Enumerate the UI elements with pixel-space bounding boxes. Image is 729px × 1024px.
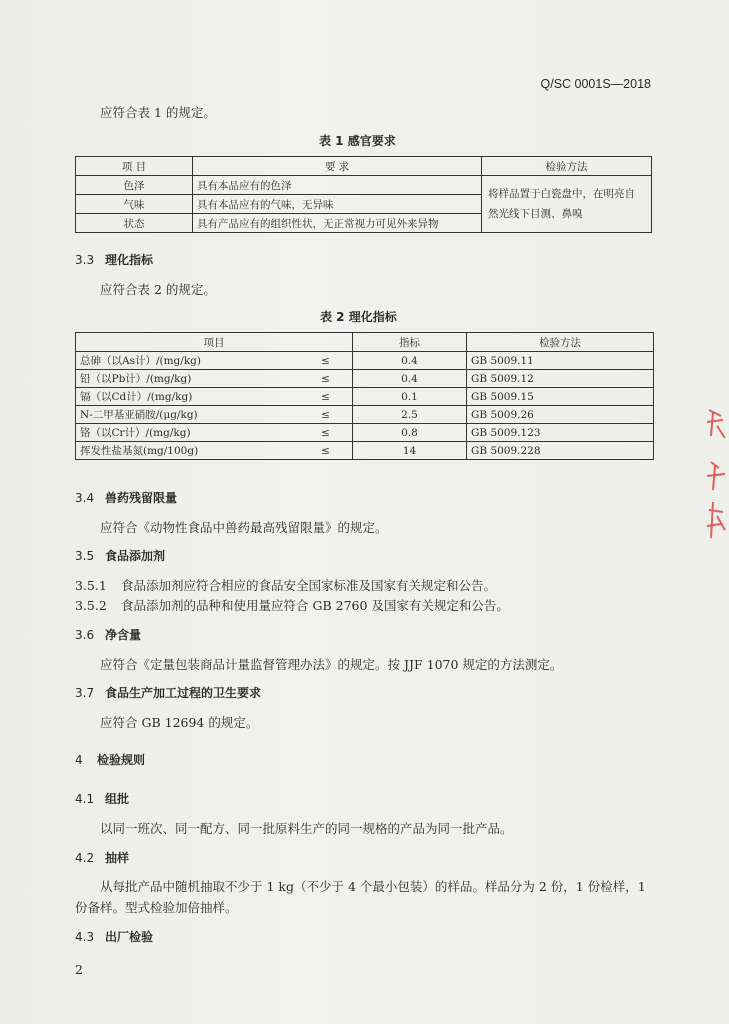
section-title: 食品生产加工过程的卫生要求 <box>105 686 262 700</box>
section-number: 3.5 <box>75 549 95 563</box>
row-method: GB 5009.15 <box>467 388 654 406</box>
row-item: 铬（以Cr计）/(mg/kg) <box>76 424 300 442</box>
row-item: 状态 <box>76 214 193 233</box>
row-requirement: 具有产品应有的组织性状，无正常视力可见外来异物 <box>193 214 482 233</box>
table2-caption: 表 2 理化指标 <box>320 310 397 324</box>
table-row <box>76 388 654 406</box>
section-title: 净含量 <box>105 628 142 642</box>
row-le-sign: ≤ <box>299 442 353 460</box>
physchem-table <box>75 332 654 460</box>
table-row <box>76 370 654 388</box>
header-method: 检验方法 <box>467 333 654 352</box>
section-3-6-text: 应符合《定量包装商品计量监督管理办法》的规定。按 JJF 1070 规定的方法测定。 <box>100 657 563 672</box>
table-row <box>76 442 654 460</box>
row-method: GB 5009.26 <box>467 406 654 424</box>
header-item: 项目 <box>76 333 353 352</box>
row-item: N-二甲基亚硝胺/(μg/kg) <box>76 406 300 424</box>
section-number: 4.1 <box>75 792 95 806</box>
row-value: 0.4 <box>353 352 467 370</box>
table-header-row <box>76 333 654 352</box>
row-requirement: 具有本品应有的色泽 <box>193 176 482 195</box>
sensory-table <box>75 156 652 233</box>
table-row <box>76 424 654 442</box>
row-value: 14 <box>353 442 467 460</box>
section-4-1-heading <box>75 790 129 807</box>
row-value: 2.5 <box>353 406 467 424</box>
row-item: 铅（以Pb计）/(mg/kg) <box>76 370 300 388</box>
row-le-sign: ≤ <box>299 424 353 442</box>
section-title: 理化指标 <box>105 253 154 267</box>
row-le-sign: ≤ <box>299 406 353 424</box>
section-4-1-text: 以同一班次、同一配方、同一批原料生产的同一规格的产品为同一批产品。 <box>100 821 513 836</box>
document-code: Q/SC 0001S—2018 <box>540 77 651 91</box>
row-method: GB 5009.228 <box>467 442 654 460</box>
header-value: 指标 <box>353 333 467 352</box>
section-number: 4.3 <box>75 930 95 944</box>
section-number: 4.2 <box>75 851 95 865</box>
section-number: 3.7 <box>75 686 95 700</box>
section-number: 4 <box>75 753 83 767</box>
section-title: 检验规则 <box>97 753 146 767</box>
row-le-sign: ≤ <box>299 370 353 388</box>
table-row <box>76 176 652 195</box>
table1-caption: 表 1 感官要求 <box>319 134 396 148</box>
row-value: 0.4 <box>353 370 467 388</box>
header-requirement: 要 求 <box>193 157 482 176</box>
row-value: 0.1 <box>353 388 467 406</box>
table-header-row <box>76 157 652 176</box>
section-3-6-heading <box>75 626 141 643</box>
row-requirement: 具有本品应有的气味，无异味 <box>193 195 482 214</box>
row-item: 气味 <box>76 195 193 214</box>
red-seal-stamp <box>699 402 729 552</box>
section-number: 3.3 <box>75 253 95 267</box>
method-cell: 将样品置于白瓷盘中，在明亮自然光线下目测、鼻嗅 <box>482 176 652 233</box>
section-3-5-2 <box>75 596 509 614</box>
section-number: 3.6 <box>75 628 95 642</box>
section-4-2-line1: 从每批产品中随机抽取不少于 1 kg（不少于 4 个最小包装）的样品。样品分为 2 份，1 份检样，1 <box>100 879 646 894</box>
section-3-5-heading <box>75 547 165 564</box>
header-item: 项 目 <box>76 157 193 176</box>
section-3-5-1 <box>75 576 496 594</box>
row-item: 总砷（以As计）/(mg/kg) <box>76 352 300 370</box>
table-row <box>76 406 654 424</box>
subsection-text: 食品添加剂的品种和使用量应符合 GB 2760 及国家有关规定和公告。 <box>121 598 509 613</box>
section-number: 3.4 <box>75 491 95 505</box>
row-method: GB 5009.11 <box>467 352 654 370</box>
section-3-3-heading <box>75 251 153 268</box>
row-item: 挥发性盐基氮(mg/100g) <box>76 442 300 460</box>
section-4-2-line2: 份备样。型式检验加倍抽样。 <box>75 900 238 915</box>
intro-text: 应符合表 1 的规定。 <box>100 105 216 120</box>
section-4-heading <box>75 751 145 768</box>
subsection-number: 3.5.1 <box>75 578 107 593</box>
section-3-7-heading <box>75 684 261 701</box>
row-item: 镉（以Cd计）/(mg/kg) <box>76 388 300 406</box>
page-number: 2 <box>75 962 83 977</box>
row-le-sign: ≤ <box>299 388 353 406</box>
row-method: GB 5009.12 <box>467 370 654 388</box>
subsection-text: 食品添加剂应符合相应的食品安全国家标准及国家有关规定和公告。 <box>121 578 497 593</box>
row-le-sign: ≤ <box>299 352 353 370</box>
section-title: 兽药残留限量 <box>105 491 178 505</box>
row-value: 0.8 <box>353 424 467 442</box>
section-4-2-heading <box>75 849 129 866</box>
section-title: 食品添加剂 <box>105 549 166 563</box>
section-title: 组批 <box>105 792 130 806</box>
header-method: 检验方法 <box>482 157 652 176</box>
section-3-4-text: 应符合《动物性食品中兽药最高残留限量》的规定。 <box>100 520 388 535</box>
section-title: 抽样 <box>105 851 130 865</box>
section-title: 出厂检验 <box>105 930 154 944</box>
section-4-3-heading <box>75 928 153 945</box>
subsection-number: 3.5.2 <box>75 598 107 613</box>
section-3-3-text: 应符合表 2 的规定。 <box>100 282 216 297</box>
table-row <box>76 352 654 370</box>
section-3-7-text: 应符合 GB 12694 的规定。 <box>100 715 259 730</box>
row-item: 色泽 <box>76 176 193 195</box>
row-method: GB 5009.123 <box>467 424 654 442</box>
section-3-4-heading <box>75 489 177 506</box>
